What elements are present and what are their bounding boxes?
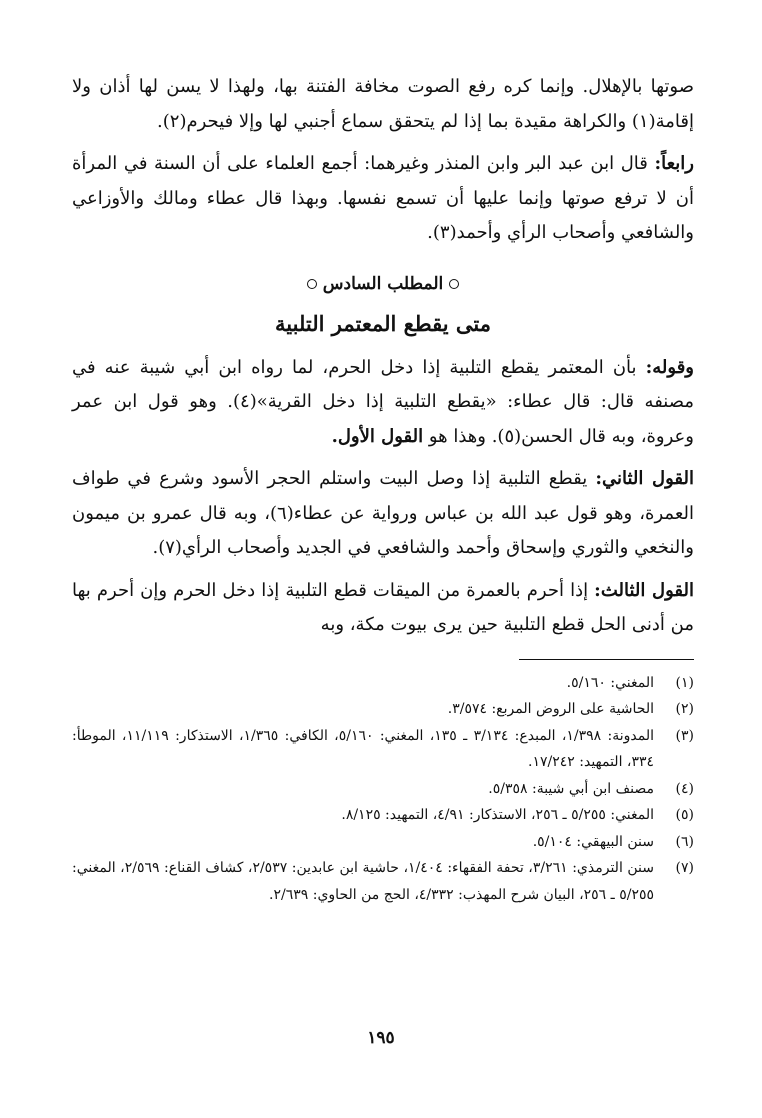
paragraph-3-text: بأن المعتمر يقطع التلبية إذا دخل الحرم، لما رواه ابن أبي شيبة عنه في مصنفه قال: قال عطاء: «يقطع التلبية إذا دخل القرية»(٤). وهو قول ابن عمر وعروة، وبه قال الحسن(٥). وهذا هو xyxy=(72,356,694,447)
footnote xyxy=(72,829,694,856)
paragraph-4 xyxy=(72,462,694,566)
footnote-number: (٧) xyxy=(675,860,694,876)
footnote-number: (٤) xyxy=(675,780,694,797)
circle-ornament-icon xyxy=(307,279,317,289)
footnote-text: سنن الترمذي: ٣/٢٦١، تحفة الفقهاء: ١/٤٠٤، حاشية ابن عابدين: ٢/٥٣٧، كشاف القناع: ٢/٥٦٩، المغني: ٥/٢٥٥ ـ ٢٥٦، البيان شرح المهذب: ٤/٣٣٢، الحج من الحاوي: ٢/٦٣٩. xyxy=(72,860,655,903)
footnote-text: الحاشية على الروض المربع: ٣/٥٧٤. xyxy=(447,701,654,717)
paragraph-3 xyxy=(72,351,694,455)
paragraph-4-lead: القول الثاني: xyxy=(595,468,694,489)
footnote-text: المدونة: ١/٣٩٨، المبدع: ٣/١٣٤ ـ ١٣٥، المغني: ٥/١٦٠، الكافي: ١/٣٦٥، الاستذكار: ١١/١١٩، الموطأ: ٣٣٤، التمهيد: ١٧/٢٤٢. xyxy=(72,727,654,770)
footnote-number: (٣) xyxy=(675,727,694,744)
footnote xyxy=(72,670,694,697)
footnote-text: سنن البيهقي: ٥/١٠٤. xyxy=(532,833,654,850)
footnote-number: (٢) xyxy=(675,701,694,717)
section-label xyxy=(72,269,694,299)
paragraph-2-text: قال ابن عبد البر وابن المنذر وغيرهما: أجمع العلماء على أن السنة في المرأة أن لا ترفع صوتها وإنما عليها أن تسمع نفسها. وبهذا قال عطاء ومالك والأوزاعي والشافعي وأصحاب الرأي وأحمد(٣). xyxy=(72,153,694,243)
section-label-text: المطلب السادس xyxy=(322,273,444,294)
paragraph-5-text: إذا أحرم بالعمرة من الميقات قطع التلبية إذا دخل الحرم وإن أحرم بها من أدنى الحل قطع التلبية حين يرى بيوت مكة، وبه xyxy=(72,579,694,635)
footnote xyxy=(72,696,694,723)
footnote-text: المغني: ٥/١٦٠. xyxy=(566,674,654,691)
footnote-number: (٦) xyxy=(675,833,694,850)
paragraph-5 xyxy=(72,574,694,643)
page-number: ١٩٥ xyxy=(367,1028,395,1048)
footnotes xyxy=(72,670,694,909)
footnote xyxy=(72,776,694,803)
footnote-number: (٥) xyxy=(675,807,694,823)
circle-ornament-icon xyxy=(449,279,459,289)
footnote-text: مصنف ابن أبي شيبة: ٥/٣٥٨. xyxy=(488,780,654,797)
paragraph-2-lead: رابعاً: xyxy=(654,153,694,174)
paragraph-4-text: يقطع التلبية إذا وصل البيت واستلم الحجر الأسود وشرع في طواف العمرة، وهو قول عبد الله بن عباس ورواية عن عطاء(٦)، وبه قال عمرو بن ميمون والنخعي والثوري وإسحاق وأحمد والشافعي في الجديد وأصحاب الرأي(٧). xyxy=(72,468,694,558)
footnote-text: المغني: ٥/٢٥٥ ـ ٢٥٦، الاستذكار: ٤/٩١، التمهيد: ٨/١٢٥. xyxy=(341,807,654,823)
paragraph-3-lead: وقوله: xyxy=(645,356,694,378)
footnote xyxy=(72,802,694,829)
page-body xyxy=(72,70,694,908)
paragraph-2 xyxy=(72,147,694,251)
paragraph-3-tail: القول الأول. xyxy=(331,425,424,447)
footnote-number: (١) xyxy=(675,674,694,691)
footnote xyxy=(72,723,694,776)
paragraph-1 xyxy=(72,70,694,139)
footnote xyxy=(72,855,694,908)
paragraph-1-text: صوتها بالإهلال. وإنما كره رفع الصوت مخافة الفتنة بها، ولهذا لا يسن لها أذان ولا إقامة(١) والكراهة مقيدة بما إذا لم يتحقق سماع أجنبي لها وإلا فيحرم(٢). xyxy=(72,76,694,132)
footnote-separator xyxy=(519,659,694,660)
section-title: متى يقطع المعتمر التلبية xyxy=(275,310,491,336)
paragraph-5-lead: القول الثالث: xyxy=(594,579,694,601)
